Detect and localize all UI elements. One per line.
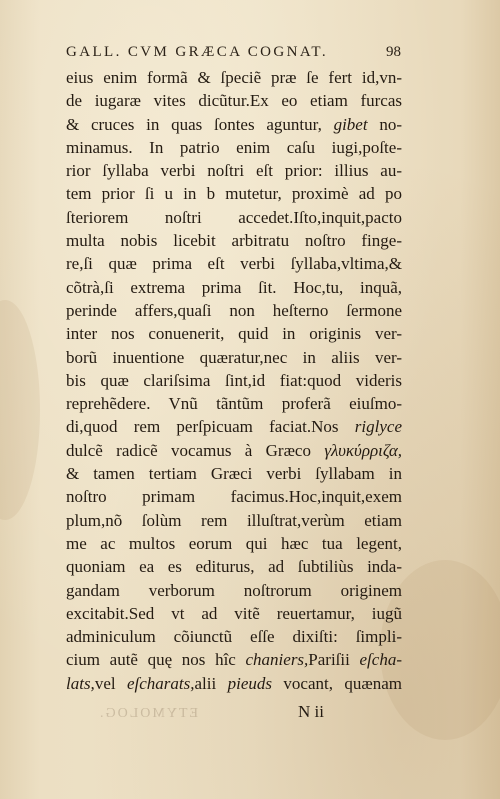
text-line xyxy=(66,532,402,555)
line-text: borũ inuentione quæratur,nec in aliis ver- xyxy=(66,347,402,367)
paper-stain xyxy=(0,300,40,520)
text-line xyxy=(66,182,402,205)
line-text: vocant, quænam xyxy=(272,673,402,693)
line-text: adminiculum cõiunctũ eſſe dixiſti: ſimpli- xyxy=(66,627,402,647)
signature-mark: N ii xyxy=(298,702,324,721)
text-line xyxy=(66,276,402,299)
italic-term: lats, xyxy=(66,673,95,693)
line-text: & cruces in quas ſontes aguntur, xyxy=(66,114,334,134)
text-line xyxy=(66,113,402,136)
line-text: minamus. In patrio enim caſu iugi,poſte- xyxy=(66,137,402,157)
text-line xyxy=(66,299,402,322)
text-line xyxy=(66,462,402,485)
italic-term: riglyce xyxy=(354,417,402,437)
text-line xyxy=(66,579,402,602)
line-text: re,ſi quæ prima eſt verbi ſyllaba,vltima,& xyxy=(66,254,402,274)
line-text: eius enim formã & ſpeciẽ præ ſe fert id,vn- xyxy=(66,68,402,87)
text-line xyxy=(66,66,402,89)
line-text: quoniam ea es editurus, ad ſubtiliùs inda- xyxy=(66,557,402,577)
text-block xyxy=(66,66,402,695)
italic-term: γλυκύρριζα, xyxy=(324,440,402,460)
line-text: alii xyxy=(194,673,228,693)
line-text: de iugaræ vites dicũtur.Ex eo etiam furcas xyxy=(66,91,402,111)
text-line xyxy=(66,602,402,625)
italic-term: eſcha- xyxy=(359,650,402,670)
text-line xyxy=(66,625,402,648)
line-text: noſtro primam facimus.Hoc,inquit,exem xyxy=(66,487,402,507)
text-line xyxy=(66,136,402,159)
italic-term: pieuds xyxy=(227,673,273,693)
line-text: & tamen tertiam Græci verbi ſyllabam in xyxy=(66,464,402,484)
line-text: multa nobis licebit arbitratu noſtro finge- xyxy=(66,231,402,251)
text-line xyxy=(66,555,402,578)
line-text: cium autẽ quę nos hîc xyxy=(66,650,246,670)
text-line xyxy=(66,322,402,345)
text-line xyxy=(66,439,402,462)
line-text: reprehẽdere. Vnũ tãntũm proferã eiuſmo- xyxy=(66,394,402,414)
text-line xyxy=(66,509,402,532)
italic-term: eſcharats, xyxy=(126,673,195,693)
line-text: ſteriorem noſtri accedet.Iſto,inquit,pacto xyxy=(66,207,402,227)
line-text: dulcẽ radicẽ vocamus à Græco xyxy=(66,440,325,460)
page-number: 98 xyxy=(386,44,401,60)
line-text: inter nos conuenerit, quid in originis ver- xyxy=(66,324,402,344)
running-head: GALL. CVM GRÆCA COGNAT. xyxy=(66,44,329,60)
line-text: rior ſyllaba verbi noſtri eſt prior: illius au- xyxy=(66,161,402,181)
text-line xyxy=(66,369,402,392)
line-text: no- xyxy=(367,114,402,134)
line-text: bis quæ clariſsima ſint,id fiat:quod videris xyxy=(66,370,402,390)
line-text: vel xyxy=(94,673,127,693)
line-text: di,quod rem perſpicuam faciat.Nos xyxy=(66,417,355,437)
show-through-text: ETYMOLOG. xyxy=(98,706,199,721)
text-line xyxy=(66,346,402,369)
text-line xyxy=(66,229,402,252)
text-line xyxy=(66,252,402,275)
text-line xyxy=(66,485,402,508)
line-text: me ac multos eorum qui hæc tua legent, xyxy=(66,533,402,553)
text-line xyxy=(66,392,402,415)
page-header xyxy=(66,44,401,64)
text-line xyxy=(66,159,402,182)
text-line xyxy=(66,672,402,695)
italic-term: gibet xyxy=(333,114,368,134)
line-text: Pariſii xyxy=(308,650,360,670)
text-line xyxy=(66,415,402,438)
line-text: excitabit.Sed vt ad vitẽ reuertamur, iugũ xyxy=(66,603,402,623)
text-line xyxy=(66,206,402,229)
text-line xyxy=(66,89,402,112)
italic-term: chaniers, xyxy=(245,650,309,670)
line-text: perinde affers,quaſi non heſterno ſermone xyxy=(66,300,402,320)
line-text: tem prior ſi u in b mutetur, proximè ad po xyxy=(66,184,402,204)
text-line xyxy=(66,648,402,671)
line-text: gandam verborum noſtrorum originem xyxy=(66,580,402,600)
line-text: plum,nõ ſolùm rem illuſtrat,verùm etiam xyxy=(66,510,402,530)
line-text: cõtrà,ſi extrema prima ſit. Hoc,tu, inquã, xyxy=(66,277,402,297)
